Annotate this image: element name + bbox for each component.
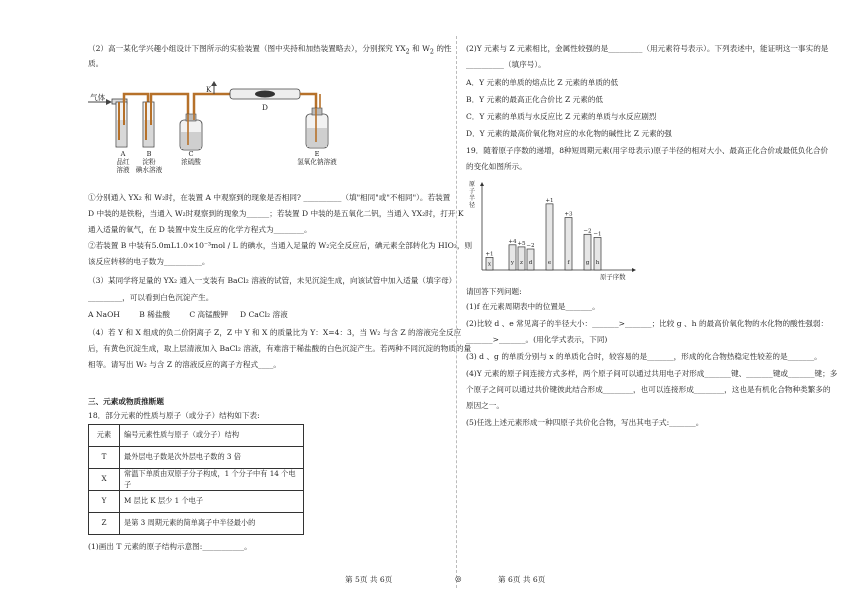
- table-cell: Z: [89, 513, 120, 535]
- table-cell: 是第 3 周期元素的简单离子中半径最小的: [120, 513, 304, 535]
- section-title: 三、元素或物质推断题: [88, 397, 164, 406]
- sub-2-line1: (2)比较 d 、e 常见离子的半径大小：_______>_______；比较 g 、h 的最高价氧化物的水化物的酸性强弱：: [466, 319, 829, 328]
- bar-value-label: +3: [564, 211, 573, 218]
- p2-line1: ②若装置 B 中装有5.0mL1.0×10⁻³mol / L 的碘水，当通入足量的 W₂完全反应后，碘元素全部转化为 HIO₃，则: [88, 241, 473, 250]
- label-e: E 氢氧化钠溶液: [297, 150, 337, 167]
- q3-line2: _________，可以看到白色沉淀产生。: [88, 293, 214, 302]
- bar: [509, 245, 516, 270]
- q2-intro-line2: 质。: [88, 59, 104, 68]
- bottle-b: [143, 102, 154, 147]
- table-cell: M 层比 K 层少 1 个电子: [120, 491, 304, 513]
- option-d: D．Y 元素的最高价氧化物对应的水化物的碱性比 Z 元素的强: [466, 129, 672, 138]
- bar-category-label: e: [547, 260, 552, 266]
- bar-category-label: f: [567, 260, 570, 266]
- bar-value-label: +1: [545, 197, 554, 204]
- bar-value-label: −2: [526, 243, 535, 249]
- q18-intro: 18．部分元素的性质与原子（或分子）结构如下表:: [88, 411, 260, 420]
- footer-page-right: 第 6页 共 6页: [498, 575, 546, 584]
- label-a: A 品红 溶液: [116, 150, 130, 175]
- table-cell: Y: [89, 491, 120, 513]
- bottle-c: [180, 114, 202, 150]
- option-b: B．Y 元素的最高正化合价比 Z 元素的低: [466, 95, 604, 104]
- answer-prompt: 请回答下列问题:: [466, 287, 522, 296]
- table-row: [89, 513, 304, 535]
- bottle-a: [116, 102, 127, 147]
- tube-d: [230, 89, 300, 112]
- table-cell: 最外层电子数是次外层电子数的 3 倍: [120, 447, 304, 469]
- table-row: [89, 469, 304, 491]
- bar-category-label: h: [595, 260, 600, 266]
- sub-3: (3) d 、g 的单质分别与 x 的单质化合时，较容易的是_______，形成的化合物热稳定性较差的是_______。: [466, 352, 822, 361]
- option-a: A．Y 元素的单质的熔点比 Z 元素的单质的低: [466, 78, 619, 87]
- table-cell: 常温下单质由双原子分子构成，1 个分子中有 14 个电子: [120, 469, 304, 491]
- sub-2-line2: _______>_______。(用化学式表示，下同): [466, 335, 608, 344]
- q18-sub2-line2: __________（填序号）。: [466, 60, 546, 69]
- q2-intro: （2）高一某化学兴趣小组设计下图所示的实验装置（图中夹持和加热装置略去），分别探究 $YX_2$ 和 $W_2$ 的性: [88, 44, 452, 56]
- bar-category-label: d: [528, 260, 533, 266]
- sub-4-line2: 个原子之间可以通过共价键彼此结合形成________，也可以连接形成________，这也是有机化合物种类繁多的: [466, 385, 831, 394]
- table-row: [89, 447, 304, 469]
- bar-value-label: +1: [485, 251, 494, 258]
- q19-line2: 的变化如图所示。: [466, 162, 527, 171]
- bar: [518, 247, 525, 270]
- k-label: K: [206, 86, 212, 94]
- table-row: [89, 491, 304, 513]
- y-axis-arrow: [480, 182, 484, 186]
- bar-value-label: +5: [517, 240, 526, 247]
- table-cell: T: [89, 447, 120, 469]
- bar-category-label: y: [510, 260, 515, 266]
- footer-page-left: 第 5页 共 6页: [345, 575, 393, 584]
- label-c: C 浓硫酸: [181, 150, 201, 167]
- q4-line1: （4）若 Y 和 X 组成的负二价阴离子 Z，Z 中 Y 和 X 的质量比为 Y：X=4：3，当 W₂ 与含 Z 的溶液完全反应: [88, 328, 462, 337]
- q3-options: A NaOH B 稀盐酸 C 高锰酸钾 D CaCl₂ 溶液: [88, 310, 288, 319]
- sub-4-line3: 原因之一。: [466, 401, 504, 410]
- d-label: D: [262, 103, 268, 112]
- gas-label: 气体: [90, 93, 106, 102]
- bar-category-label: x: [487, 261, 492, 268]
- p1-line3: 通入适量的氧气，在 D 装置中发生反应的化学方程式为________。: [88, 225, 312, 234]
- p1-line2: D 中装的是铁粉，当通入 W₂时观察到的现象为______；若装置 D 中装的是五氧化二钒，当通入 YX₂时，打开 K: [88, 209, 464, 218]
- table-header-cell: 元素: [89, 425, 120, 447]
- column-divider: [456, 36, 457, 588]
- bar-value-label: +4: [508, 238, 517, 245]
- radius-chart: [466, 178, 636, 282]
- table-header-row: [89, 425, 304, 447]
- footer-center-mark: ◎: [455, 574, 462, 583]
- q18-sub2-line1: (2)Y 元素与 Z 元素相比，金属性较强的是_________（用元素符号表示）。下列表述中，能证明这一事实的是: [466, 44, 829, 53]
- q19-line1: 19．随着原子序数的递增，8种短周期元素(用字母表示)原子半径的相对大小、最高正化合价或最低负化合价: [466, 146, 829, 155]
- q18-sub1: (1)画出 T 元素的原子结构示意图:___________。: [88, 542, 252, 551]
- y-axis-label: 原子半径: [469, 181, 476, 209]
- bar-value-label: −2: [583, 228, 592, 235]
- bar-category-label: g: [585, 260, 590, 266]
- x-axis-arrow: [632, 268, 636, 272]
- q4-line2: 后，有黄色沉淀生成，取上层清液加入 BaCl₂ 溶液，有难溶于稀盐酸的白色沉淀产生。若两种不同沉淀的物质的量: [88, 344, 472, 353]
- table-header-cell: 编号元素性质与原子（或分子）结构: [120, 425, 304, 447]
- table-cell: X: [89, 469, 120, 491]
- bar-category-label: z: [520, 260, 523, 266]
- p1-line1: ①分别通入 YX₂ 和 W₂时，在装置 A 中观察到的现象是否相同? __________（填"相同"或"不相同"）。若装置: [88, 193, 451, 202]
- sub-1: (1)f 在元素周期表中的位置是_______。: [466, 302, 600, 311]
- element-table: [88, 424, 304, 535]
- option-c: C．Y 元素的单质与水反应比 Z 元素的单质与水反应剧烈: [466, 112, 657, 121]
- p2-line2: 该反应转移的电子数为__________。: [88, 257, 210, 266]
- bar-value-label: −1: [593, 231, 602, 238]
- q4-line3: 相等。请写出 W₂ 与含 Z 的溶液反应的离子方程式____。: [88, 360, 281, 369]
- x-axis-label: 原子序数: [600, 273, 626, 281]
- q3-line1: （3）某同学将足量的 YX₂ 通入一支装有 BaCl₂ 溶液的试管，未见沉淀生成，向该试管中加入适量（填字母）: [88, 276, 457, 285]
- sub-5: (5)任选上述元素形成一种四原子共价化合物，写出其电子式:_______。: [466, 418, 704, 427]
- label-b: B 淀粉 碘水溶液: [135, 150, 163, 175]
- sub-4-line1: (4)Y 元素的原子间连接方式多样，两个原子间可以通过共用电子对形成_______键、_______键或_______键；多: [466, 369, 838, 378]
